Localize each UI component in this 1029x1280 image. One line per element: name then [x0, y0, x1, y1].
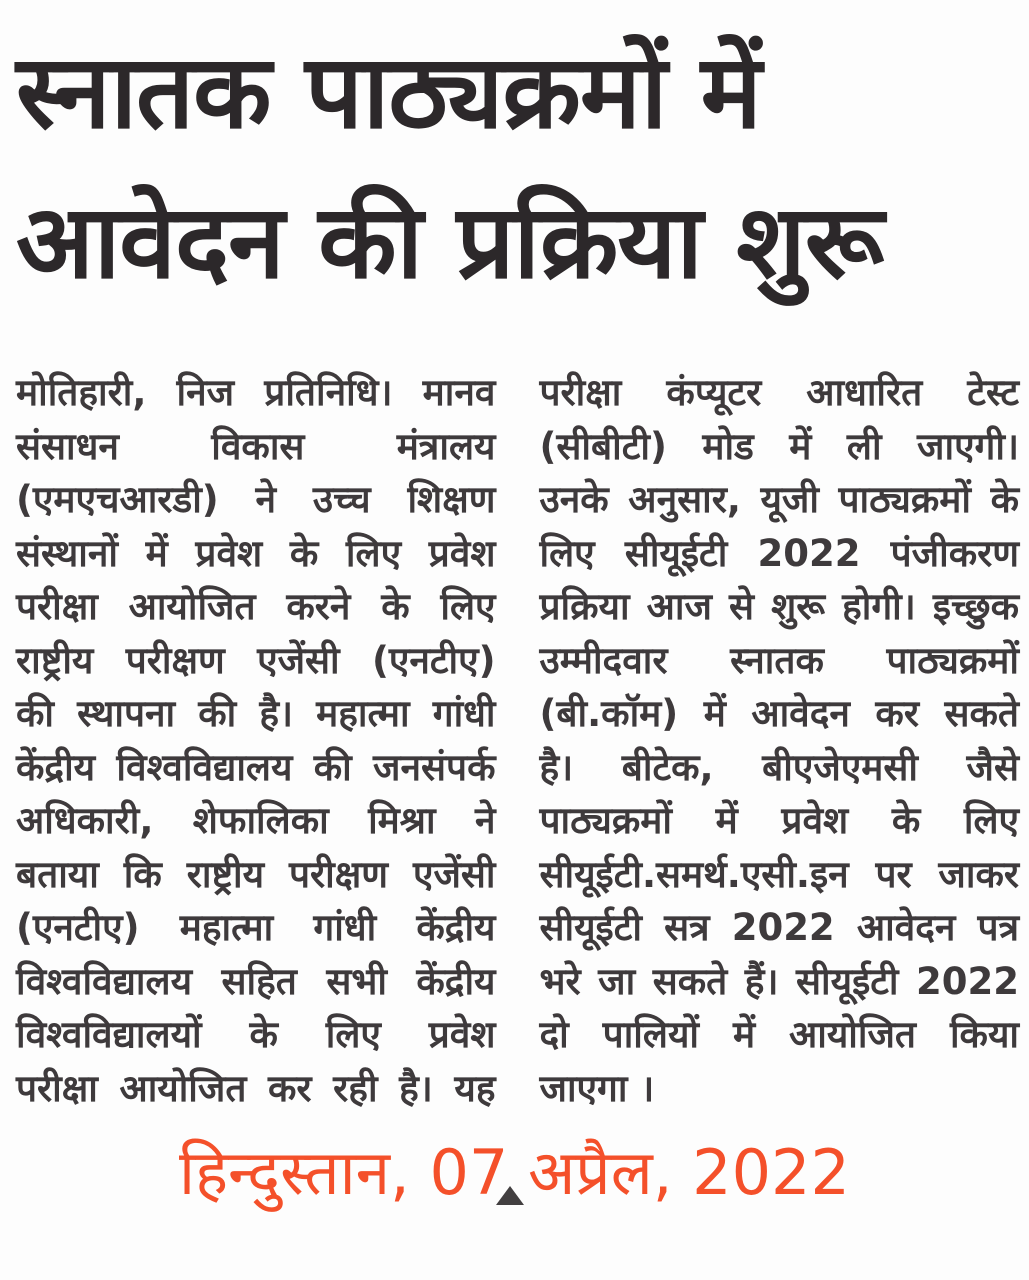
headline-line-1: स्नातक पाठ्यक्रमों में [16, 33, 761, 152]
left-column [16, 366, 496, 1115]
body-line: बताया कि राष्ट्रीय परीक्षण एजेंसी [16, 852, 496, 896]
body-line: सीयूईटी.समर्थ.एसी.इन पर जाकर [539, 852, 1019, 896]
body-line: विश्वविद्यालय सहित सभी केंद्रीय [16, 959, 496, 1003]
right-column [540, 366, 1020, 1115]
body-line: (एमएचआरडी) ने उच्च शिक्षण [16, 478, 496, 521]
headline-line-2: आवेदन की प्रक्रिया शुरू [16, 183, 883, 302]
body-line: राष्ट्रीय परीक्षण एजेंसी (एनटीए) [16, 638, 496, 682]
body-line: भरे जा सकते हैं। सीयूईटी 2022 [539, 959, 1019, 1003]
body-line: पाठ्यक्रमों में प्रवेश के लिए [539, 799, 1019, 842]
article-headline [0, 0, 1029, 318]
body-line: दो पालियों में आयोजित किया [539, 1013, 1019, 1056]
body-line: केंद्रीय विश्वविद्यालय की जनसंपर्क [16, 745, 496, 789]
body-line: प्रक्रिया आज से शुरू होगी। इच्छुक [539, 585, 1019, 628]
triangle-artifact [496, 1186, 524, 1205]
body-line: संस्थानों में प्रवेश के लिए प्रवेश [16, 531, 496, 575]
source-date-caption: हिन्दुस्तान, 07 अप्रैल, 2022 [179, 1136, 850, 1209]
body-line: लिए सीयूईटी 2022 पंजीकरण [539, 531, 1019, 575]
body-line: अधिकारी, शेफालिका मिश्रा ने [16, 799, 496, 842]
body-line: संसाधन विकास मंत्रालय [16, 424, 496, 468]
body-line: (सीबीटी) मोड में ली जाएगी। [539, 424, 1019, 468]
body-line: (बी.कॉम) में आवेदन कर सकते [539, 692, 1019, 735]
body-line: परीक्षा कंप्यूटर आधारित टेस्ट [539, 371, 1019, 414]
body-line: है। बीटेक, बीएजेएमसी जैसे [539, 745, 1019, 789]
body-line: उम्मीदवार स्नातक पाठ्यक्रमों [539, 638, 1019, 682]
article-body [0, 318, 1029, 1115]
body-line: (एनटीए) महात्मा गांधी केंद्रीय [16, 906, 496, 949]
body-line: उनके अनुसार, यूजी पाठ्यक्रमों के [539, 478, 1019, 521]
body-line: परीक्षा आयोजित कर रही है। यह [16, 1066, 496, 1110]
body-line: परीक्षा आयोजित करने के लिए [16, 585, 496, 628]
body-line: विश्वविद्यालयों के लिए प्रवेश [16, 1013, 496, 1056]
body-line: जाएगा । [539, 1066, 655, 1110]
body-line: की स्थापना की है। महात्मा गांधी [16, 692, 496, 735]
body-line: सीयूईटी सत्र 2022 आवेदन पत्र [539, 906, 1019, 949]
body-line: मोतिहारी, निज प्रतिनिधि। मानव [16, 371, 496, 414]
